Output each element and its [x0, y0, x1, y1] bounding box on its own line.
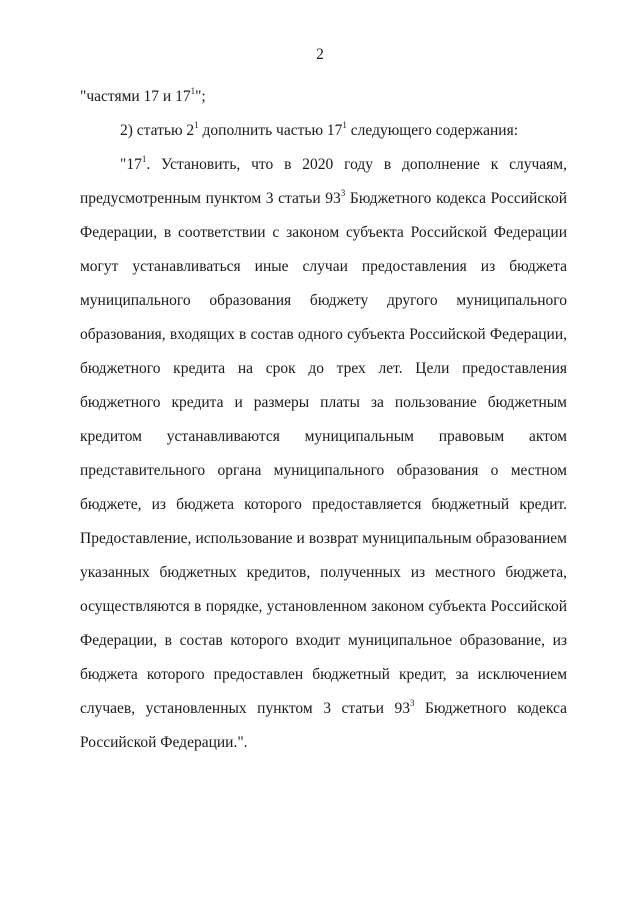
text-run: предусмотренным пунктом 3 статьи 93 — [80, 190, 341, 207]
text-line-4 — [80, 189, 567, 209]
text-line-10 — [80, 393, 567, 413]
text-line-17 — [80, 631, 567, 651]
text-run: могут устанавливаться иные случаи предоставления из бюджета — [80, 258, 567, 275]
text-run: бюджета которого предоставлен бюджетный кредит, за исключением — [80, 666, 567, 683]
text-run: муниципального образования бюджету другого муниципального — [80, 292, 567, 309]
text-run: Бюджетного кодекса — [414, 700, 567, 717]
text-run: кредитом устанавливаются муниципальным правовым актом — [80, 428, 567, 445]
text-run: "частями 17 и 17 — [80, 88, 191, 105]
text-run: Предоставление, использование и возврат муниципальным образованием — [80, 530, 567, 547]
text-line-13 — [80, 495, 567, 515]
text-run: следующего содержания: — [346, 122, 519, 139]
text-run: дополнить частью 17 — [198, 122, 343, 139]
text-run: представительного органа муниципального образования о местном — [80, 462, 567, 479]
text-line-20 — [80, 733, 567, 753]
text-run: Российской Федерации.". — [80, 734, 248, 751]
text-run: бюджетного кредита и размеры платы за пользование бюджетным — [80, 394, 567, 411]
text-line-19 — [80, 699, 567, 719]
superscript: 1 — [141, 153, 147, 164]
text-line-18 — [80, 665, 567, 685]
text-run: 2) статью 2 — [120, 122, 195, 139]
text-line-9 — [80, 359, 567, 379]
text-line-1 — [80, 87, 567, 107]
superscript: 3 — [410, 697, 415, 708]
text-run: Бюджетного кодекса Российской — [345, 190, 568, 207]
text-run: "17 — [120, 156, 142, 173]
text-run: случаев, установленных пунктом 3 статьи 93 — [80, 700, 410, 717]
text-line-14 — [80, 529, 567, 549]
text-run: бюджете, из бюджета которого предоставляется бюджетный кредит. — [80, 496, 567, 513]
text-line-7 — [80, 291, 567, 311]
text-run: осуществляются в порядке, установленном законом субъекта Российской — [80, 598, 567, 615]
text-line-3 — [120, 155, 567, 175]
text-run: образования, входящих в состав одного субъекта Российской Федерации, — [80, 326, 567, 343]
text-line-2 — [120, 121, 567, 141]
superscript: 1 — [194, 119, 199, 130]
text-line-8 — [80, 325, 567, 345]
text-run: бюджетного кредита на срок до трех лет. Цели предоставления — [80, 360, 567, 377]
text-line-15 — [80, 563, 567, 583]
text-line-6 — [80, 257, 567, 277]
text-run: Федерации, в соответствии с законом субъекта Российской Федерации — [80, 224, 567, 241]
superscript: 1 — [190, 85, 196, 96]
text-run: "; — [195, 88, 206, 105]
superscript: 1 — [342, 119, 347, 130]
page-number: 2 — [316, 46, 324, 63]
superscript: 3 — [340, 187, 346, 198]
text-run: указанных бюджетных кредитов, полученных из местного бюджета, — [80, 564, 567, 581]
text-run: Федерации, в состав которого входит муниципальное образование, из — [80, 632, 567, 649]
text-line-12 — [80, 461, 567, 481]
text-line-16 — [80, 597, 567, 617]
text-run: . Установить, что в 2020 году в дополнение к случаям, — [146, 156, 567, 173]
text-line-5 — [80, 223, 567, 243]
text-line-11 — [80, 427, 567, 447]
